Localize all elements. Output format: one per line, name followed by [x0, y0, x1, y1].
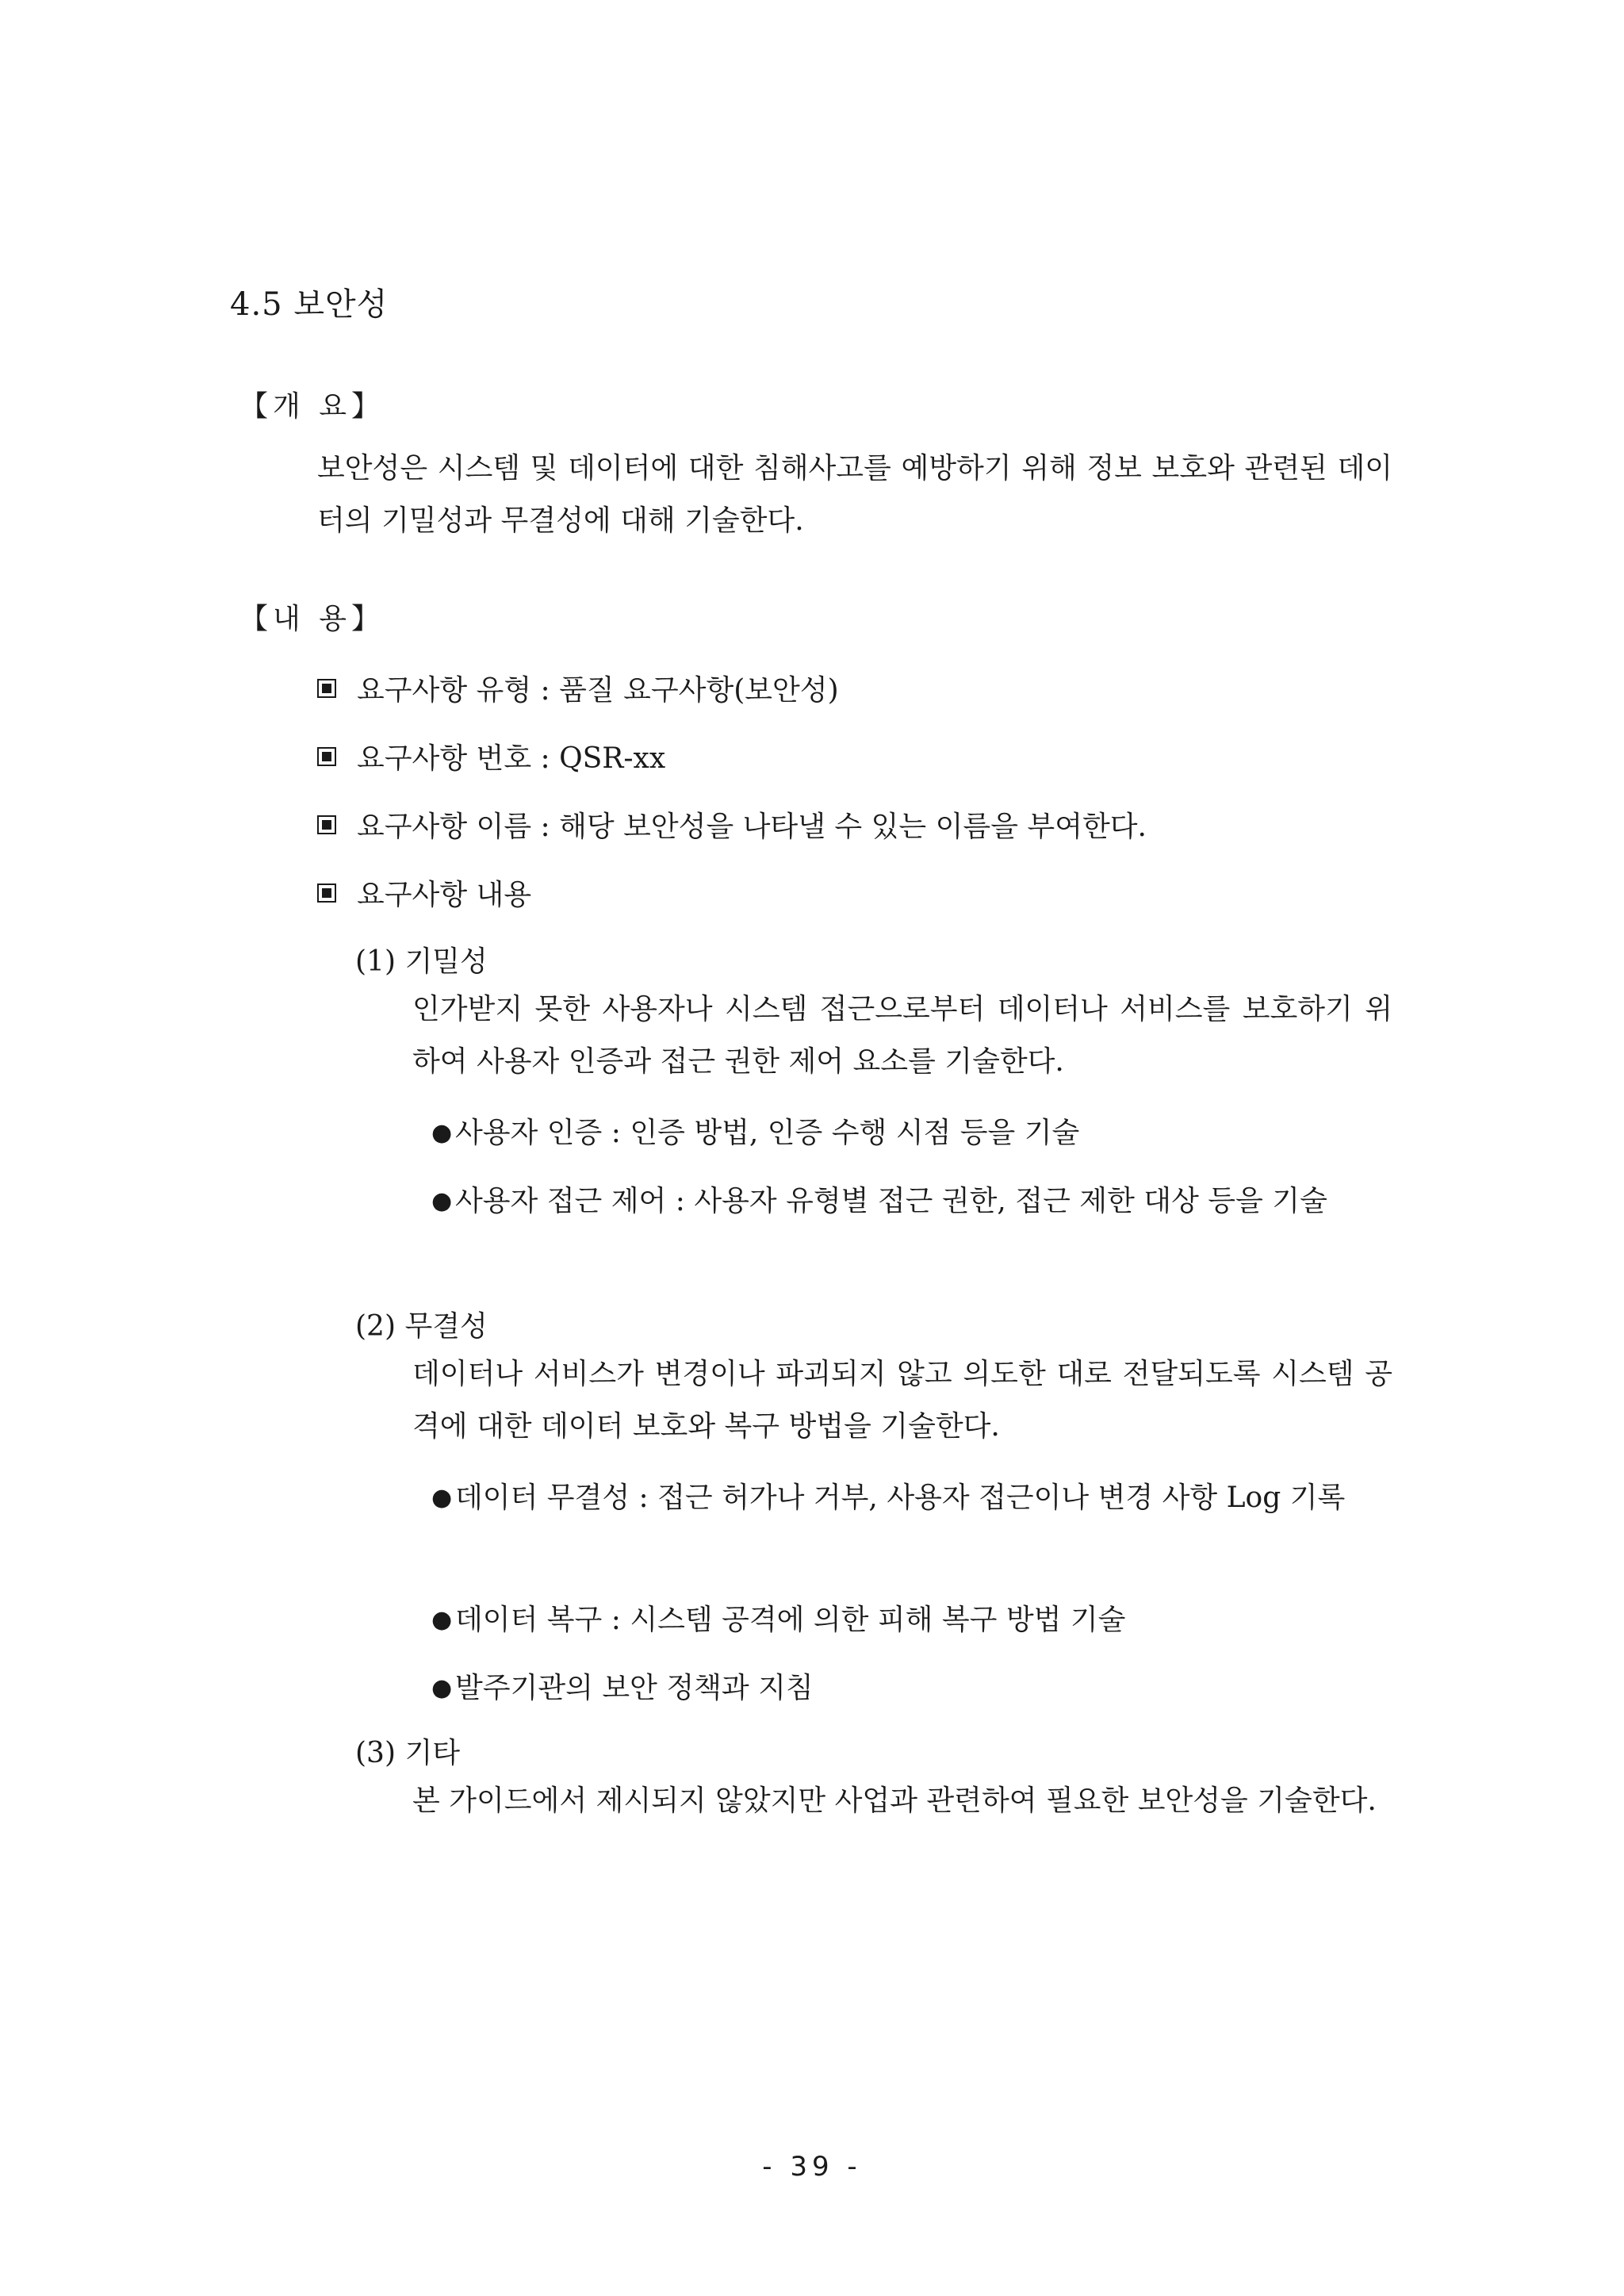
requirement-item-label: 요구사항 유형 : 품질 요구사항(보안성)	[357, 674, 839, 707]
bullet-dot-icon: ●	[431, 1187, 453, 1215]
section-title: 4.5 보안성	[230, 286, 389, 323]
bullet-text: 발주기관의 보안 정책과 지침	[455, 1672, 814, 1704]
requirement-item-content	[317, 872, 531, 913]
requirement-item-label: 요구사항 이름 : 해당 보안성을 나타낼 수 있는 이름을 부여한다.	[357, 811, 1147, 843]
overview-text: 보안성은 시스템 및 데이터에 대한 침해사고를 예방하기 위해 정보 보호와 관련된 데이터의 기밀성과 무결성에 대해 기술한다.	[317, 452, 1392, 537]
filled-square-bullet-icon	[317, 884, 336, 903]
bullet-text: 데이터 무결성 : 접근 허가나 거부, 사용자 접근이나 변경 사항 Log 기록	[455, 1481, 1346, 1514]
subsection-title-confidentiality: (1) 기밀성	[355, 945, 488, 978]
requirement-item-label: 요구사항 내용	[357, 879, 532, 911]
bullet-item	[431, 1662, 1392, 1715]
filled-square-bullet-icon	[317, 747, 336, 766]
subsection-title-integrity: (2) 무결성	[355, 1310, 488, 1343]
subsection-text-other: 본 가이드에서 제시되지 않았지만 사업과 관련하여 필요한 보안성을 기술한다.	[412, 1784, 1377, 1817]
bullet-text: 사용자 인증 : 인증 방법, 인증 수행 시점 등을 기술	[455, 1117, 1080, 1149]
bullet-dot-icon: ●	[431, 1484, 453, 1512]
requirement-item-type	[317, 668, 839, 708]
bullet-item	[431, 1472, 1392, 1524]
subsection-title-other: (3) 기타	[355, 1737, 460, 1769]
bullet-dot-icon: ●	[431, 1674, 453, 1702]
bullet-item	[431, 1594, 1392, 1646]
bullet-dot-icon: ●	[431, 1119, 453, 1147]
page-number: - 39 -	[762, 2151, 862, 2183]
bullet-item	[431, 1107, 1392, 1159]
bullet-dot-icon: ●	[431, 1606, 453, 1634]
bullet-text: 데이터 복구 : 시스템 공격에 의한 피해 복구 방법 기술	[455, 1604, 1126, 1636]
overview-heading: 【개 요】	[239, 390, 385, 423]
filled-square-bullet-icon	[317, 815, 336, 834]
requirement-item-number	[317, 736, 665, 776]
requirement-item-label: 요구사항 번호 : QSR-xx	[357, 742, 666, 775]
bullet-item	[431, 1175, 1392, 1228]
requirement-item-name	[317, 804, 1147, 845]
subsection-text-integrity: 데이터나 서비스가 변경이나 파괴되지 않고 의도한 대로 전달되도록 시스템 공격에 대한 데이터 보호와 복구 방법을 기술한다.	[412, 1358, 1392, 1443]
content-heading: 【내 용】	[239, 603, 385, 635]
filled-square-bullet-icon	[317, 679, 336, 698]
subsection-text-confidentiality: 인가받지 못한 사용자나 시스템 접근으로부터 데이터나 서비스를 보호하기 위하여 사용자 인증과 접근 권한 제어 요소를 기술한다.	[412, 993, 1392, 1078]
bullet-text: 사용자 접근 제어 : 사용자 유형별 접근 권한, 접근 제한 대상 등을 기술	[455, 1185, 1327, 1217]
